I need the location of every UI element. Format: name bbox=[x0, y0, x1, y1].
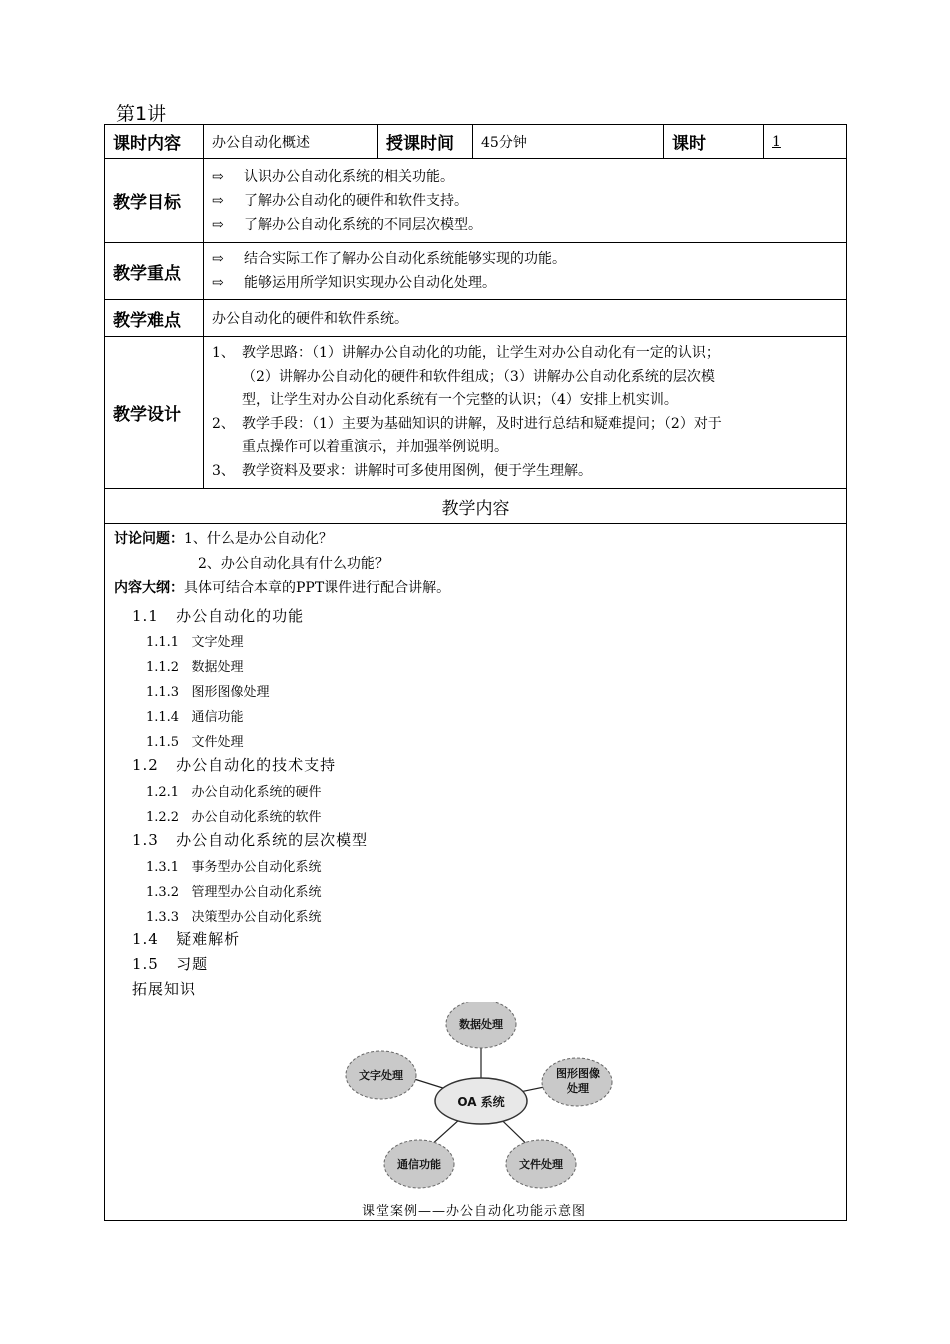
design-item: 3、 教学资料及要求：讲解时可多使用图例，便于学生理解。 bbox=[212, 462, 592, 479]
arrow-icon: ⇨ bbox=[212, 168, 224, 185]
text-node-label: 文字处理 bbox=[359, 1069, 403, 1082]
diagram-caption: 课堂案例——办公自动化功能示意图 bbox=[362, 1204, 587, 1219]
design-label: 教学设计 bbox=[105, 337, 204, 489]
subsection-item: 1.3.1 事务型办公自动化系统 bbox=[146, 860, 322, 875]
file-node-label: 文件处理 bbox=[519, 1158, 563, 1171]
subsection-item: 1.1.5 文件处理 bbox=[146, 735, 244, 750]
time-value: 45分钟 bbox=[473, 125, 664, 159]
time-label: 授课时间 bbox=[378, 125, 473, 159]
content-title: 教学内容 bbox=[105, 489, 847, 524]
difficulty-value: 办公自动化的硬件和软件系统。 bbox=[204, 300, 847, 337]
difficulty-row bbox=[105, 300, 847, 337]
key-points-row bbox=[105, 243, 847, 300]
design-row bbox=[105, 337, 847, 489]
design-list bbox=[204, 337, 847, 489]
lecture-title: 第1讲 bbox=[116, 103, 167, 125]
content-title-row bbox=[105, 489, 847, 524]
period-label: 课时 bbox=[664, 125, 764, 159]
goals-row bbox=[105, 159, 847, 243]
period-value-text: 1 bbox=[772, 133, 781, 150]
content-row bbox=[105, 524, 847, 1221]
outline-label: 内容大纲：具体可结合本章的PPT课件进行配合讲解。 bbox=[114, 580, 451, 596]
lesson-plan-table bbox=[104, 124, 847, 1221]
subsection-item: 1.2.2 办公自动化系统的软件 bbox=[146, 810, 322, 825]
content-value: 办公自动化概述 bbox=[204, 125, 378, 159]
subsection-item: 1.1.1 文字处理 bbox=[146, 635, 244, 650]
section-heading: 1.1 办公自动化的功能 bbox=[132, 607, 305, 625]
header-row bbox=[105, 125, 847, 159]
goal-item: ⇨ 认识办公自动化系统的相关功能。 bbox=[212, 165, 838, 189]
extension-heading: 拓展知识 bbox=[132, 980, 197, 998]
image-node-label: 处理 bbox=[567, 1082, 589, 1095]
discussion-question: 2、办公自动化具有什么功能？ bbox=[198, 556, 389, 572]
key-point-item: ⇨ 结合实际工作了解办公自动化系统能够实现的功能。 bbox=[212, 247, 838, 271]
section-heading: 1.5 习题 bbox=[132, 955, 209, 973]
subsection-item: 1.2.1 办公自动化系统的硬件 bbox=[146, 785, 322, 800]
arrow-icon: ⇨ bbox=[212, 216, 224, 233]
section-heading: 1.3 办公自动化系统的层次模型 bbox=[132, 831, 369, 849]
subsection-item: 1.1.4 通信功能 bbox=[146, 710, 244, 725]
key-points-label: 教学重点 bbox=[105, 243, 204, 300]
arrow-icon: ⇨ bbox=[212, 251, 224, 267]
discussion-label: 讨论问题：1、什么是办公自动化？ bbox=[114, 531, 333, 547]
goals-label: 教学目标 bbox=[105, 159, 204, 243]
center-node-label: OA 系统 bbox=[457, 1095, 505, 1109]
period-value bbox=[764, 125, 847, 159]
design-item: 2、 教学手段：（1）主要为基础知识的讲解，及时进行总结和疑难提问；（2）对于 重点操作可以着重演示，并加强举例说明。 bbox=[212, 415, 722, 455]
subsection-item: 1.3.3 决策型办公自动化系统 bbox=[146, 910, 322, 925]
difficulty-label: 教学难点 bbox=[105, 300, 204, 337]
arrow-icon: ⇨ bbox=[212, 192, 224, 209]
oa-function-diagram bbox=[335, 1002, 625, 1220]
goal-item: ⇨ 了解办公自动化系统的不同层次模型。 bbox=[212, 213, 838, 237]
data-node-label: 数据处理 bbox=[459, 1018, 503, 1031]
content-label: 课时内容 bbox=[105, 125, 204, 159]
content-body bbox=[105, 524, 847, 1221]
comm-node-label: 通信功能 bbox=[397, 1158, 441, 1171]
arrow-icon: ⇨ bbox=[212, 275, 224, 291]
goal-item: ⇨ 了解办公自动化的硬件和软件支持。 bbox=[212, 189, 838, 213]
key-points-list bbox=[204, 243, 847, 300]
subsection-item: 1.1.3 图形图像处理 bbox=[146, 685, 270, 700]
image-node-label: 图形图像 bbox=[556, 1067, 600, 1080]
section-heading: 1.4 疑难解析 bbox=[132, 930, 241, 948]
subsection-item: 1.3.2 管理型办公自动化系统 bbox=[146, 885, 322, 900]
goals-list bbox=[204, 159, 847, 243]
subsection-item: 1.1.2 数据处理 bbox=[146, 660, 244, 675]
design-item: 1、 教学思路：（1）讲解办公自动化的功能，让学生对办公自动化有一定的认识； （2）讲解办公自动化的硬件和软件组成；（3）讲解办公自动化系统的层次模 型，让学生对办公自动化系统有一个完整的认识；（4）安排上机实训。 bbox=[212, 345, 720, 408]
key-point-item: ⇨ 能够运用所学知识实现办公自动化处理。 bbox=[212, 271, 838, 295]
section-heading: 1.2 办公自动化的技术支持 bbox=[132, 756, 337, 774]
